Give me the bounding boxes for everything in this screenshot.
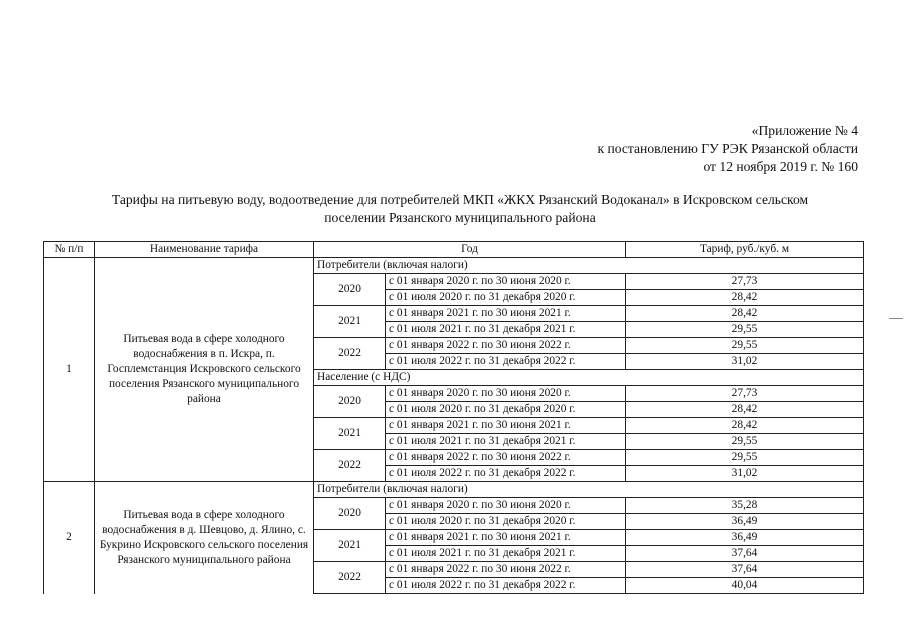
period-cell: с 01 июля 2022 г. по 31 декабря 2022 г.	[386, 354, 626, 370]
header-number: № п/п	[44, 242, 95, 258]
period-cell: с 01 января 2022 г. по 30 июня 2022 г.	[386, 450, 626, 466]
tariff-name: Питьевая вода в сфере холодного водоснабжения в п. Искра, п. Госплемстанция Искровского сельского поселения Рязанского муниципального района	[95, 258, 314, 482]
period-cell: с 01 января 2021 г. по 30 июня 2021 г.	[386, 306, 626, 322]
consumer-group-label: Потребители (включая налоги)	[314, 258, 864, 274]
tariff-value-cell: 29,55	[626, 338, 864, 354]
tariff-name: Питьевая вода в сфере холодного водоснабжения в д. Шевцово, д. Ялино, с. Букрино Искровского сельского поселения Рязанского муниципального района	[95, 482, 314, 594]
period-cell: с 01 января 2021 г. по 30 июня 2021 г.	[386, 418, 626, 434]
appendix-line-date: от 12 ноября 2019 г. № 160	[703, 159, 858, 174]
tariff-value-cell: 28,42	[626, 306, 864, 322]
period-cell: с 01 июля 2022 г. по 31 декабря 2022 г.	[386, 578, 626, 594]
period-cell: с 01 января 2020 г. по 30 июня 2020 г.	[386, 386, 626, 402]
table-group-row	[44, 258, 864, 274]
table-group-row	[44, 482, 864, 498]
tariff-value-cell: 31,02	[626, 466, 864, 482]
tariff-value-cell: 27,73	[626, 386, 864, 402]
period-cell: с 01 июля 2020 г. по 31 декабря 2020 г.	[386, 514, 626, 530]
tariff-value-cell: 40,04	[626, 578, 864, 594]
year-cell: 2021	[314, 306, 386, 338]
tariff-value-cell: 36,49	[626, 530, 864, 546]
period-cell: с 01 июля 2020 г. по 31 декабря 2020 г.	[386, 402, 626, 418]
consumer-group-label: Население (с НДС)	[314, 370, 864, 386]
period-cell: с 01 июля 2021 г. по 31 декабря 2021 г.	[386, 546, 626, 562]
appendix-line-number: «Приложение № 4	[751, 123, 858, 138]
title-line-1: Тарифы на питьевую воду, водоотведение для потребителей МКП «ЖКХ Рязанский Водоканал» в Искровском сельском	[111, 192, 809, 207]
tariff-value-cell: 28,42	[626, 402, 864, 418]
period-cell: с 01 января 2020 г. по 30 июня 2020 г.	[386, 498, 626, 514]
period-cell: с 01 июля 2021 г. по 31 декабря 2021 г.	[386, 322, 626, 338]
appendix-line-resolution: к постановлению ГУ РЭК Рязанской области	[597, 141, 858, 156]
year-cell: 2020	[314, 498, 386, 530]
tariff-value-cell: 36,49	[626, 514, 864, 530]
header-tariff-value: Тариф, руб./куб. м	[626, 242, 864, 258]
period-cell: с 01 июля 2020 г. по 31 декабря 2020 г.	[386, 290, 626, 306]
tariff-value-cell: 29,55	[626, 322, 864, 338]
tariff-value-cell: 29,55	[626, 450, 864, 466]
year-cell: 2022	[314, 450, 386, 482]
tariff-value-cell: 29,55	[626, 434, 864, 450]
appendix-header	[438, 122, 858, 176]
year-cell: 2022	[314, 338, 386, 370]
period-cell: с 01 июля 2022 г. по 31 декабря 2022 г.	[386, 466, 626, 482]
consumer-group-label: Потребители (включая налоги)	[314, 482, 864, 498]
tariff-value-cell: 28,42	[626, 418, 864, 434]
tariff-value-cell: 27,73	[626, 274, 864, 290]
year-cell: 2020	[314, 386, 386, 418]
document-title	[40, 191, 880, 227]
row-number: 2	[44, 482, 95, 594]
tariff-value-cell: 28,42	[626, 290, 864, 306]
tariff-value-cell: 37,64	[626, 546, 864, 562]
year-cell: 2022	[314, 562, 386, 594]
row-number: 1	[44, 258, 95, 482]
tariff-value-cell: 31,02	[626, 354, 864, 370]
header-tariff-name: Наименование тарифа	[95, 242, 314, 258]
year-cell: 2021	[314, 530, 386, 562]
year-cell: 2020	[314, 274, 386, 306]
title-line-2: поселении Рязанского муниципального района	[324, 210, 596, 225]
tariff-value-cell: 35,28	[626, 498, 864, 514]
period-cell: с 01 января 2022 г. по 30 июня 2022 г.	[386, 338, 626, 354]
year-cell: 2021	[314, 418, 386, 450]
tariff-table	[43, 241, 864, 594]
header-year: Год	[314, 242, 626, 258]
period-cell: с 01 января 2020 г. по 30 июня 2020 г.	[386, 274, 626, 290]
table-header-row	[44, 242, 864, 258]
tariff-value-cell: 37,64	[626, 562, 864, 578]
period-cell: с 01 января 2022 г. по 30 июня 2022 г.	[386, 562, 626, 578]
scan-artifact-mark	[889, 318, 903, 319]
period-cell: с 01 июля 2021 г. по 31 декабря 2021 г.	[386, 434, 626, 450]
period-cell: с 01 января 2021 г. по 30 июня 2021 г.	[386, 530, 626, 546]
table-body	[44, 258, 864, 594]
